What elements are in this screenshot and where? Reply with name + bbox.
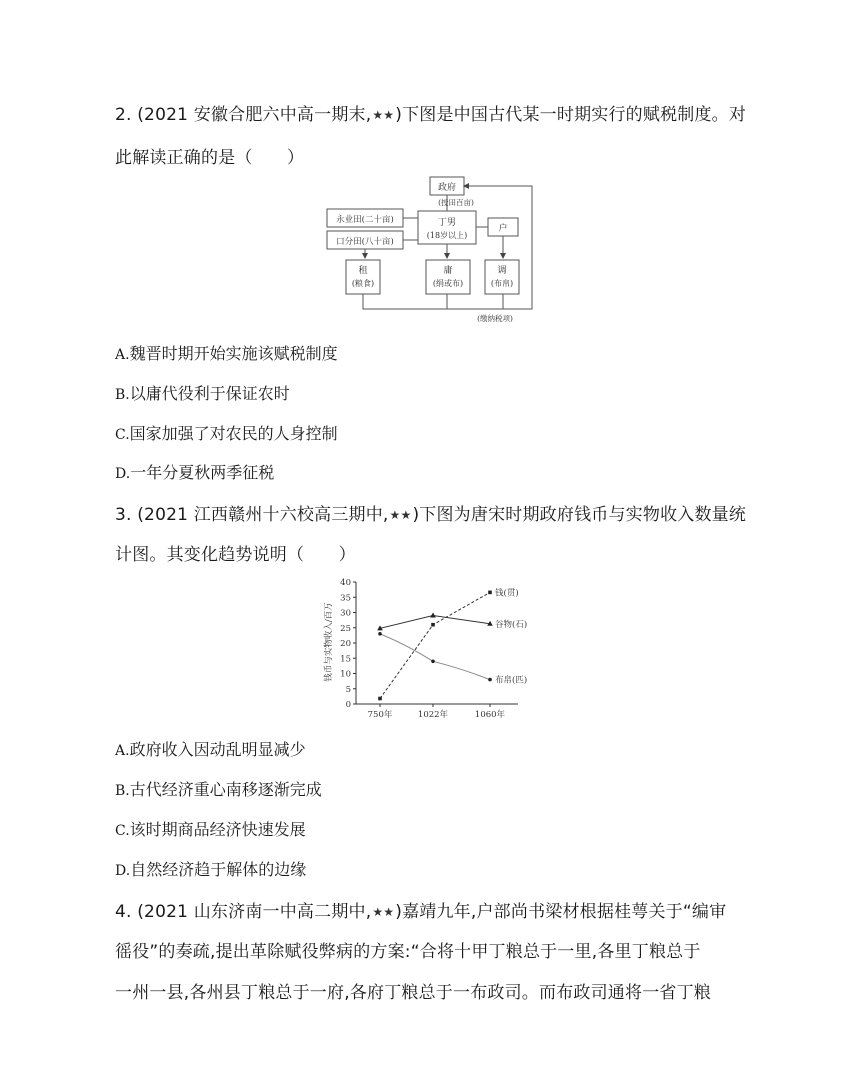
series-0-point — [378, 697, 382, 701]
chart-y-tick-label: 35 — [340, 593, 351, 604]
q2-option-c: C.国家加强了对农民的人身控制 — [115, 424, 338, 443]
q3-option-c: C.该时期商品经济快速发展 — [115, 820, 306, 839]
chart-y-tick-label: 40 — [340, 578, 351, 588]
q2-stem-line2: 此解读正确的是（ ） — [115, 148, 305, 168]
q4-stem-line3: 一州一县,各州县丁粮总于一府,各府丁粮总于一布政司。而布政司通将一省丁粮 — [115, 983, 712, 1003]
q3-stem-line1: 3. (2021 江西赣州十六校高三期中,★★)下图为唐宋时期政府钱币与实物收入数量统 — [115, 505, 747, 525]
svg-text:(授田百亩): (授田百亩) — [438, 198, 474, 207]
series-0-point — [488, 591, 492, 595]
svg-text:(绢或布): (绢或布) — [432, 279, 464, 288]
chart-y-tick-label: 25 — [340, 623, 351, 634]
q2-stem-line1: 2. (2021 安徽合肥六中高一期末,★★)下图是中国古代某一时期实行的赋税制度。对 — [115, 105, 747, 125]
q4-stem-line2: 徭役”的奏疏,提出革除赋役弊病的方案:“合将十甲丁粮总于一里,各里丁粮总于 — [115, 942, 701, 962]
q2-option-a: A.魏晋时期开始实施该赋税制度 — [115, 344, 338, 363]
chart-y-axis-label: 钱币与实物收入/百万 — [324, 602, 334, 682]
series-2-point — [431, 660, 435, 664]
chart-x-tick-label: 750年 — [367, 710, 393, 720]
chart-y-tick-label: 20 — [340, 639, 351, 649]
svg-text:(粮食): (粮食) — [351, 279, 375, 288]
difficulty-stars-icon: ★★ — [372, 108, 395, 122]
series-0-label: 钱(贯) — [495, 588, 519, 599]
chart-x-tick-label: 1022年 — [417, 710, 449, 720]
tax-system-diagram — [322, 174, 542, 326]
q3-option-b: B.古代经济重心南移逐渐完成 — [115, 780, 322, 799]
chart-x-tick-label: 1060年 — [474, 710, 506, 720]
svg-text:庸: 庸 — [443, 266, 453, 276]
svg-text:户: 户 — [498, 224, 508, 234]
difficulty-stars-icon: ★★ — [372, 905, 395, 919]
svg-text:永业田(二十亩): 永业田(二十亩) — [336, 215, 394, 225]
chart-y-tick-label: 0 — [345, 700, 351, 710]
series-1-label: 谷物(石) — [495, 619, 528, 630]
series-0-point — [431, 623, 435, 627]
chart-y-tick-label: 30 — [340, 608, 351, 619]
svg-text:(缴纳税项): (缴纳税项) — [477, 314, 513, 323]
series-1-point — [430, 613, 436, 618]
svg-text:调: 调 — [497, 266, 507, 276]
revenue-line-chart — [322, 574, 542, 722]
difficulty-stars-icon: ★★ — [389, 508, 412, 522]
q3-option-a: A.政府收入因动乱明显减少 — [115, 740, 306, 759]
series-line-2 — [380, 634, 490, 680]
q2-option-d: D.一年分夏秋两季征税 — [115, 463, 275, 482]
svg-text:(18岁以上): (18岁以上) — [426, 231, 468, 240]
q2-option-b: B.以庸代役利于保证农时 — [115, 384, 290, 403]
q3-option-d: D.自然经济趋于解体的边缘 — [115, 860, 307, 879]
svg-text:口分田(八十亩): 口分田(八十亩) — [336, 237, 394, 247]
chart-y-tick-label: 15 — [340, 654, 351, 665]
series-2-point — [378, 632, 382, 636]
svg-text:(布帛): (布帛) — [490, 279, 514, 288]
series-line-0 — [380, 592, 490, 698]
series-2-point — [488, 678, 492, 682]
q3-stem-line2: 计图。其变化趋势说明（ ） — [115, 545, 356, 565]
q4-stem-line1: 4. (2021 山东济南一中高二期中,★★)嘉靖九年,户部尚书梁材根据桂萼关于“编审 — [115, 902, 727, 922]
svg-text:政府: 政府 — [437, 183, 457, 193]
series-2-label: 布帛(匹) — [495, 675, 528, 686]
chart-y-tick-label: 5 — [345, 684, 351, 695]
chart-y-tick-label: 10 — [340, 669, 351, 680]
svg-text:租: 租 — [358, 266, 368, 276]
svg-text:丁男: 丁男 — [437, 218, 457, 228]
